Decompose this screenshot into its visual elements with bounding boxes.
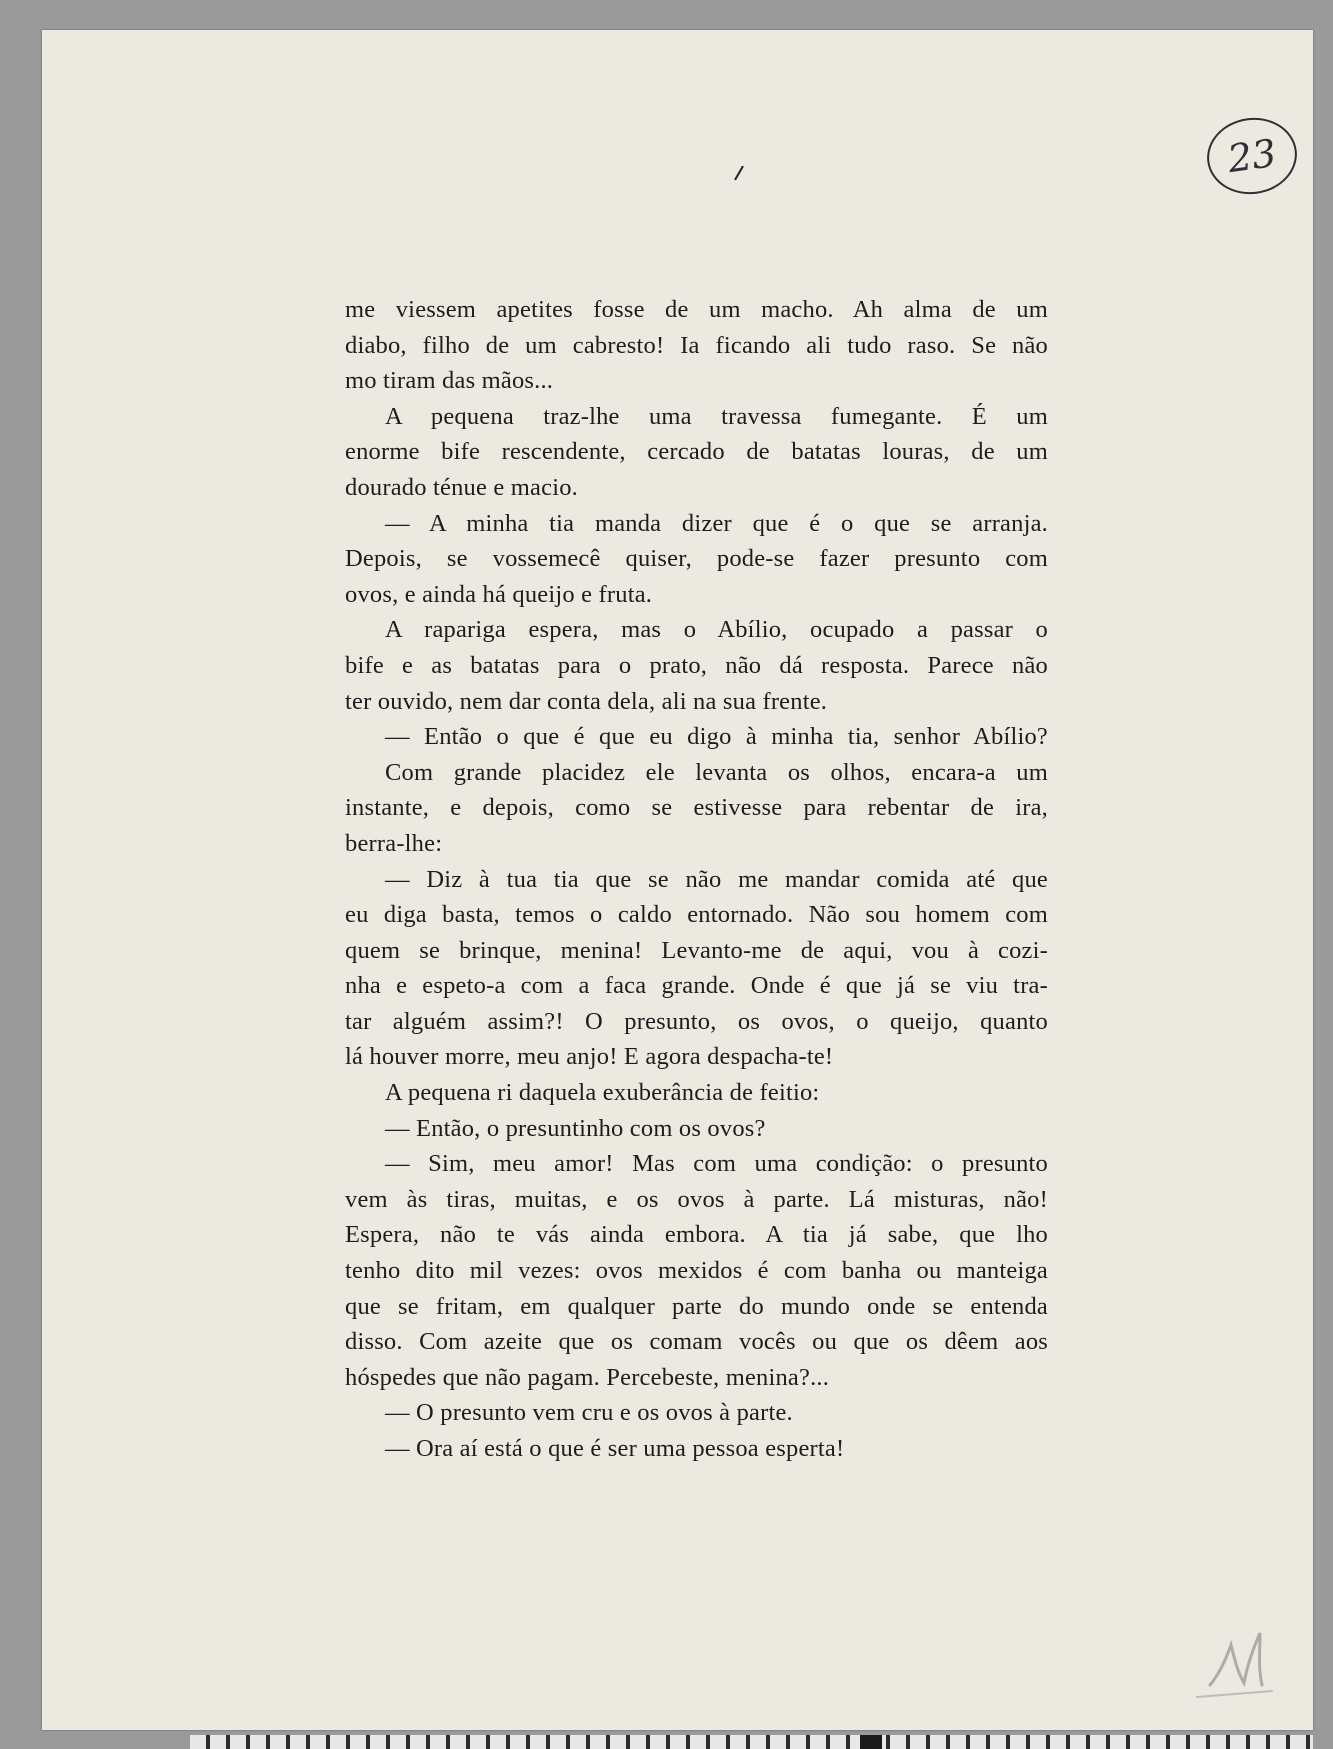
- text-line: bife e as batatas para o prato, não dá resposta. Parece não: [345, 651, 1048, 679]
- paragraph-start: A pequena traz-lhe uma travessa fumegante. É um: [385, 402, 1048, 430]
- dialogue-line: — Diz à tua tia que se não me mandar comida até que: [385, 865, 1048, 893]
- text-line: me viessem apetites fosse de um macho. Ah alma de um: [345, 296, 1048, 323]
- text-line: eu diga basta, temos o caldo entornado. Não sou homem com: [345, 901, 1048, 929]
- dialogue-line: — Ora aí está o que é ser uma pessoa esperta!: [385, 1435, 845, 1462]
- text-line: nha e espeto-a com a faca grande. Onde é que já se viu tra-: [345, 972, 1048, 1000]
- dialogue-line: — Então, o presuntinho com os ovos?: [385, 1114, 766, 1142]
- text-line: dourado ténue e macio.: [345, 473, 578, 501]
- dialogue-line: — A minha tia manda dizer que é o que se arranja.: [385, 509, 1048, 537]
- text-line: Depois, se vossemecê quiser, pode-se fazer presunto com: [345, 545, 1048, 573]
- text-line: tenho dito mil vezes: ovos mexidos é com banha ou manteiga: [345, 1257, 1048, 1285]
- text-line: enorme bife rescendente, cercado de batatas louras, de um: [345, 438, 1048, 466]
- text-line: quem se brinque, menina! Levanto-me de aqui, vou à cozi-: [345, 936, 1048, 964]
- ink-mark: [734, 166, 744, 181]
- text-line: Espera, não te vás ainda embora. A tia já sabe, que lho: [345, 1221, 1048, 1249]
- paragraph-start: A pequena ri daquela exuberância de feitio:: [385, 1079, 820, 1107]
- text-line: vem às tiras, muitas, e os ovos à parte. Lá misturas, não!: [345, 1185, 1048, 1213]
- dialogue-line: — O presunto vem cru e os ovos à parte.: [385, 1399, 793, 1427]
- dialogue-line: — Sim, meu amor! Mas com uma condição: o presunto: [385, 1150, 1048, 1178]
- text-line: hóspedes que não pagam. Percebeste, menina?...: [345, 1363, 830, 1391]
- text-line: ter ouvido, nem dar conta dela, ali na sua frente.: [345, 687, 828, 715]
- circled-page-number: 23: [1202, 112, 1302, 200]
- text-line: que se fritam, em qualquer parte do mundo onde se entenda: [345, 1292, 1048, 1320]
- pencil-signature-mark: [1192, 1615, 1282, 1705]
- paragraph-start: A rapariga espera, mas o Abílio, ocupado a passar o: [385, 616, 1048, 644]
- text-line: lá houver morre, meu anjo! E agora despacha-te!: [345, 1043, 834, 1071]
- book-text: [345, 292, 1048, 1467]
- text-line: tar alguém assim?! O presunto, os ovos, o queijo, quanto: [345, 1007, 1048, 1035]
- text-line: mo tiram das mãos...: [345, 367, 554, 395]
- text-line: berra-lhe:: [345, 829, 443, 857]
- dialogue-line: — Então o que é que eu digo à minha tia, senhor Abílio?: [385, 723, 1048, 751]
- text-line: diabo, filho de um cabresto! Ia ficando ali tudo raso. Se não: [345, 331, 1048, 359]
- scan-ruler-mark: [860, 1735, 882, 1749]
- scan-ruler: [190, 1735, 1313, 1749]
- text-line: disso. Com azeite que os comam vocês ou que os dêem aos: [345, 1328, 1048, 1356]
- text-line: ovos, e ainda há queijo e fruta.: [345, 580, 653, 608]
- paragraph-start: Com grande placidez ele levanta os olhos, encara-a um: [385, 758, 1048, 786]
- text-line: instante, e depois, como se estivesse para rebentar de ira,: [345, 794, 1048, 822]
